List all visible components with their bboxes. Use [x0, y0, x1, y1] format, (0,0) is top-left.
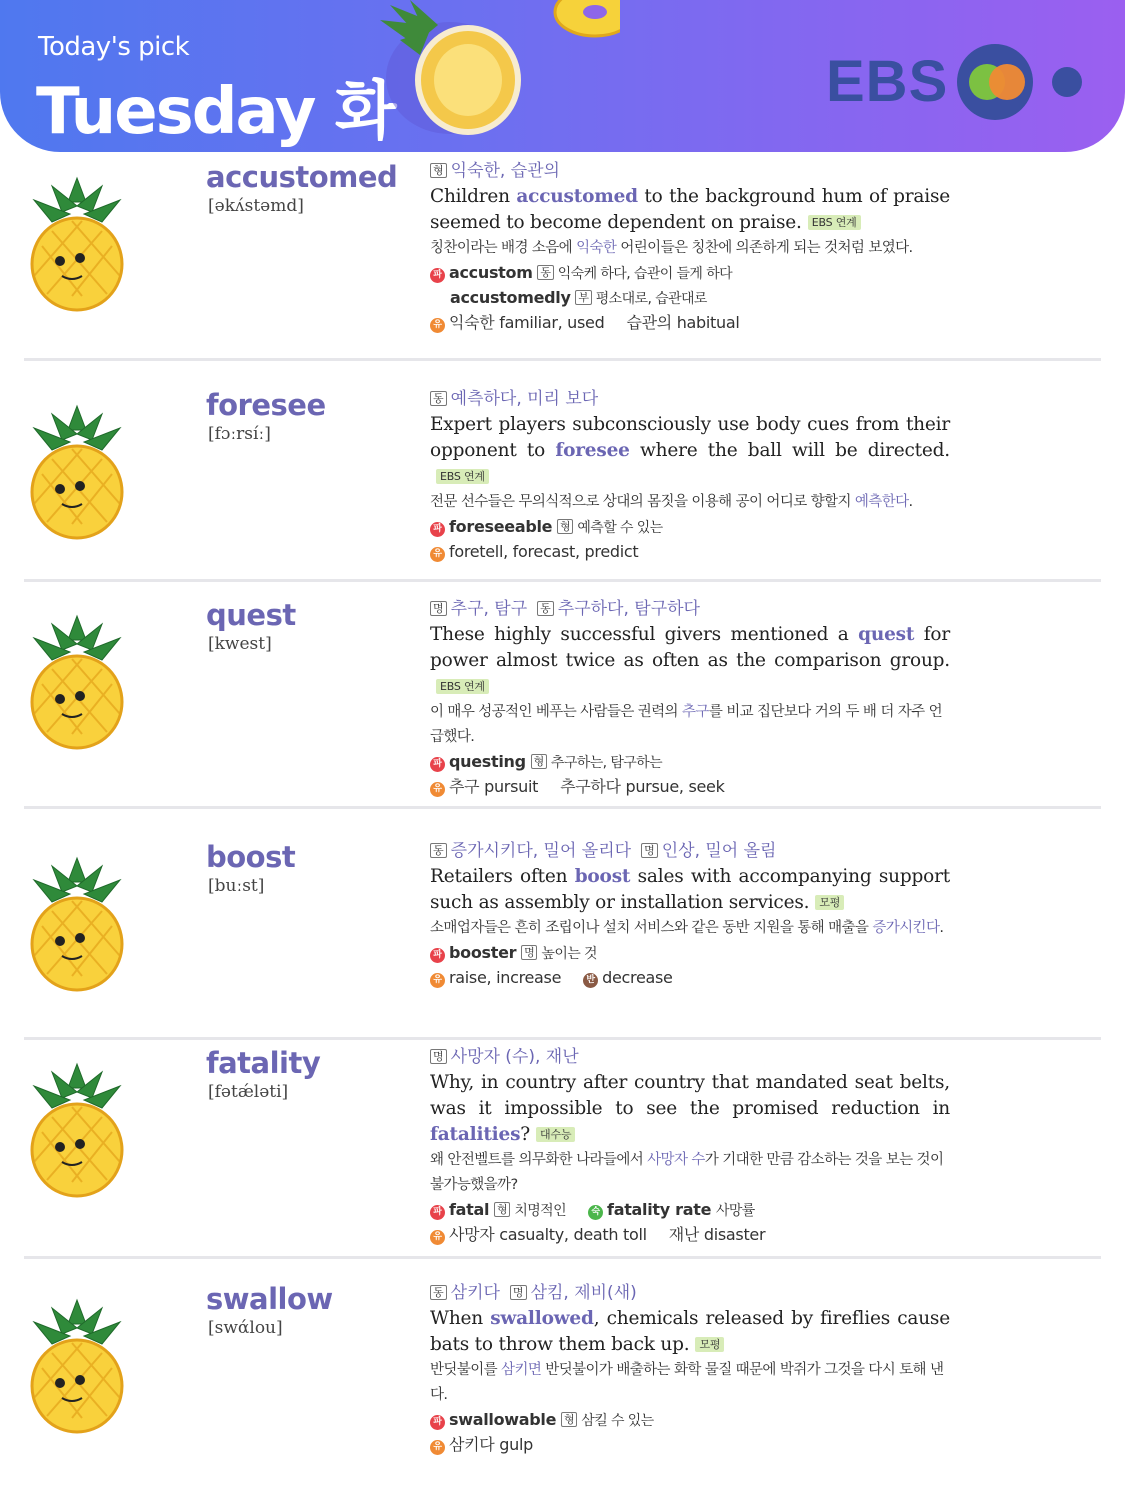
translation-part: 어린이들은 칭찬에 의존하게 되는 것처럼 보였다. — [616, 240, 913, 256]
header-title: Tuesday 화 — [36, 75, 395, 149]
derivative-row — [430, 750, 950, 775]
pineapple-mascot — [22, 614, 132, 758]
derivative-word: fatal — [449, 1200, 490, 1219]
synonym-badge-icon: 유 — [430, 782, 445, 797]
antonym-text: decrease — [602, 968, 673, 987]
sentence-keyword: fatalities — [430, 1124, 521, 1145]
translation-part: 소매업자들은 흔히 조립이나 설치 서비스와 같은 동반 지원을 통해 매출을 — [430, 920, 873, 936]
derivative-word: booster — [449, 943, 517, 962]
entry-content — [430, 1280, 950, 1457]
derivative-badge-icon: 파 — [430, 1205, 445, 1220]
part-of-speech-tag: 명 — [430, 601, 447, 616]
meaning-line — [430, 386, 950, 412]
synonym-badge-icon: 유 — [430, 1440, 445, 1455]
synonym-badge-icon: 유 — [430, 547, 445, 562]
part-of-speech-tag: 명 — [510, 1285, 527, 1300]
meaning-text: 추구, 탐구 — [450, 599, 528, 619]
derivative-badge-icon: 파 — [430, 522, 445, 537]
translation — [430, 236, 950, 261]
source-tag: EBS 연계 — [808, 215, 861, 230]
entry-content — [430, 838, 950, 990]
idiom-word: fatality rate — [607, 1200, 712, 1219]
translation-part: 반딧불이가 배출하는 화학 물질 때문에 박쥐가 그것을 다시 토해 낸다. — [430, 1362, 944, 1403]
pronunciation: [fɔːrsíː] — [208, 424, 271, 444]
example-sentence — [430, 184, 950, 236]
derivative-meaning: 높이는 것 — [541, 946, 597, 962]
entry-divider — [24, 579, 1101, 582]
idiom-meaning: 사망률 — [715, 1203, 755, 1219]
source-tag: EBS 연계 — [436, 679, 489, 694]
pineapple-mascot-icon — [22, 1298, 132, 1438]
meaning-text: 사망자 (수), 재난 — [450, 1047, 579, 1067]
meaning-line — [430, 158, 950, 184]
synonym-text: 재난 disaster — [668, 1225, 766, 1244]
derivative-badge-icon: 파 — [430, 268, 445, 283]
pineapple-mascot — [22, 176, 132, 320]
translation-part: . — [939, 920, 944, 936]
sentence-keyword: quest — [858, 624, 915, 645]
headword: foresee — [206, 388, 326, 422]
pineapple-mascot-icon — [22, 614, 132, 754]
derivative-row — [430, 941, 950, 966]
meaning-text: 인상, 밀어 올림 — [661, 841, 777, 861]
pronunciation: [buːst] — [208, 876, 265, 896]
part-of-speech-tag: 명 — [430, 1049, 447, 1064]
translation — [430, 916, 950, 941]
example-sentence — [430, 622, 950, 700]
derivative-meaning: 추구하는, 탐구하는 — [550, 755, 663, 771]
derivative-meaning: 평소대로, 습관대로 — [595, 291, 707, 307]
synonym-badge-icon: 유 — [430, 973, 445, 988]
translation — [430, 1358, 950, 1408]
meaning-line — [430, 1044, 950, 1070]
pronunciation: [kwest] — [208, 634, 272, 654]
entry-divider — [24, 806, 1101, 809]
translation-part: 가 기대한 만큼 감소하는 것을 보는 것이 불가능했을까? — [430, 1152, 944, 1193]
meaning-text: 추구하다, 탐구하다 — [557, 599, 700, 619]
header-banner — [0, 0, 1125, 152]
part-of-speech-tag: 형 — [430, 163, 447, 178]
derivative-meaning: 치명적인 — [514, 1203, 567, 1219]
entry-divider — [24, 1037, 1101, 1040]
translation-keyword: 익숙한 — [576, 240, 617, 256]
part-of-speech-tag: 형 — [531, 754, 547, 769]
antonym-badge-icon: 반 — [583, 973, 598, 988]
pineapple-mascot — [22, 856, 132, 1000]
meaning-text: 삼키다 — [450, 1283, 500, 1303]
translation-part: 를 비교 집단보다 거의 두 배 더 자주 언급했다. — [430, 704, 942, 745]
sentence-part: Expert players subconsciously use body cues from their opponent to — [430, 414, 950, 461]
source-tag: EBS 연계 — [436, 469, 489, 484]
synonym-text: 익숙한 familiar, used — [449, 313, 605, 332]
synonym-badge-icon: 유 — [430, 318, 445, 333]
part-of-speech-tag: 명 — [641, 843, 658, 858]
translation — [430, 1148, 950, 1198]
synonym-text: foretell, forecast, predict — [449, 542, 639, 561]
sentence-keyword: foresee — [555, 440, 630, 461]
headword: swallow — [206, 1282, 333, 1316]
part-of-speech-tag: 동 — [537, 265, 553, 280]
derivative-meaning: 예측할 수 있는 — [577, 520, 663, 536]
translation — [430, 700, 950, 750]
sentence-part: When — [430, 1308, 491, 1329]
translation — [430, 490, 950, 515]
meaning-text: 증가시키다, 밀어 올리다 — [450, 841, 632, 861]
derivative-row — [430, 261, 950, 286]
synonym-text: raise, increase — [449, 968, 562, 987]
sentence-part: These highly successful givers mentioned a — [430, 624, 859, 645]
translation-keyword: 증가시킨다 — [872, 920, 940, 936]
headword: boost — [206, 840, 296, 874]
synonym-row — [430, 540, 950, 564]
example-sentence — [430, 864, 950, 916]
sentence-part: for power almost twice as often as the comparison group. — [430, 624, 950, 671]
meaning-text: 예측하다, 미리 보다 — [450, 389, 599, 409]
derivative-word: swallowable — [449, 1410, 557, 1429]
sentence-part: ? — [520, 1124, 531, 1145]
headword: accustomed — [206, 160, 398, 194]
translation-part: . — [908, 494, 913, 510]
part-of-speech-tag: 부 — [575, 290, 591, 305]
source-tag: 대수능 — [536, 1127, 575, 1142]
synonym-text: 사망자 casualty, death toll — [449, 1225, 647, 1244]
part-of-speech-tag: 형 — [561, 1412, 577, 1427]
sentence-keyword: accustomed — [516, 186, 638, 207]
translation-keyword: 삼키면 — [501, 1362, 542, 1378]
part-of-speech-tag: 동 — [430, 1285, 447, 1300]
sentence-part: Why, in country after country that mandated seat belts, was it impossible to see the promised reduction in — [430, 1072, 950, 1119]
idiom-badge-icon: 숙 — [588, 1205, 603, 1220]
pineapple-mascot-icon — [22, 856, 132, 996]
entry-divider — [24, 358, 1101, 361]
sentence-part: , chemicals released by fireflies cause bats to throw them back up. — [430, 1308, 950, 1355]
pineapple-mascot — [22, 1298, 132, 1442]
translation-part: 전문 선수들은 무의식적으로 상대의 몸짓을 이용해 공이 어디로 향할지 — [430, 494, 855, 510]
entry-content — [430, 386, 950, 564]
translation-part: 이 매우 성공적인 베푸는 사람들은 권력의 — [430, 704, 682, 720]
synonym-text: 삼키다 gulp — [449, 1435, 533, 1454]
translation-part: 반딧불이를 — [430, 1362, 502, 1378]
part-of-speech-tag: 명 — [521, 945, 537, 960]
source-tag: 모평 — [695, 1337, 724, 1352]
part-of-speech-tag: 형 — [557, 519, 573, 534]
synonym-text: 습관의 habitual — [626, 313, 740, 332]
pineapple-mascot-icon — [22, 1062, 132, 1202]
sentence-part: where the ball will be directed. — [629, 440, 950, 461]
derivative-word: foreseeable — [449, 517, 553, 536]
synonym-row — [430, 775, 950, 799]
example-sentence — [430, 1306, 950, 1358]
derivative-badge-icon: 파 — [430, 1415, 445, 1430]
synonym-row — [430, 1223, 950, 1247]
translation-part: 칭찬이라는 배경 소음에 — [430, 240, 577, 256]
pineapple-mascot-icon — [22, 176, 132, 316]
ebs-logo-text: EBS — [826, 49, 949, 114]
pronunciation: [swάlou] — [208, 1318, 283, 1338]
headword: fatality — [206, 1046, 321, 1080]
derivative-word: accustomedly — [450, 288, 571, 307]
derivative-row — [430, 286, 950, 311]
pineapple-mascot — [22, 1062, 132, 1206]
synonym-text: 추구 pursuit — [449, 777, 539, 796]
derivative-badge-icon: 파 — [430, 757, 445, 772]
synonym-text: 추구하다 pursue, seek — [560, 777, 725, 796]
derivative-row — [430, 1408, 950, 1433]
entry-content — [430, 596, 950, 799]
derivative-meaning: 삼킬 수 있는 — [581, 1413, 654, 1429]
meaning-line — [430, 838, 950, 864]
translation-keyword: 예측한다 — [854, 494, 909, 510]
example-sentence — [430, 412, 950, 490]
translation-keyword: 추구 — [681, 704, 709, 720]
derivative-row — [430, 515, 950, 540]
meaning-text: 삼킴, 제비(새) — [530, 1283, 637, 1303]
derivative-word: accustom — [449, 263, 533, 282]
pronunciation: [əkʌ́stəmd] — [208, 196, 304, 216]
synonym-row — [430, 966, 950, 990]
meaning-line — [430, 1280, 950, 1306]
entry-content — [430, 158, 950, 335]
ebs-logo-icon — [955, 42, 1085, 122]
pineapple-mascot-icon — [22, 404, 132, 544]
sentence-part: to the background hum of praise seemed to become dependent on praise. — [430, 186, 950, 233]
derivative-row — [430, 1198, 950, 1223]
headword: quest — [206, 598, 296, 632]
sentence-part: Retailers often — [430, 866, 575, 887]
sentence-part: sales with accompanying support such as assembly or installation services. — [430, 866, 950, 913]
sentence-keyword: swallowed — [490, 1308, 594, 1329]
pineapple-mascot — [22, 404, 132, 548]
derivative-meaning: 익숙케 하다, 습관이 들게 하다 — [557, 266, 733, 282]
sentence-keyword: boost — [574, 866, 631, 887]
entry-content — [430, 1044, 950, 1247]
pronunciation: [fətǽləti] — [208, 1082, 289, 1102]
part-of-speech-tag: 동 — [430, 391, 447, 406]
derivative-word: questing — [449, 752, 526, 771]
part-of-speech-tag: 동 — [430, 843, 447, 858]
meaning-text: 익숙한, 습관의 — [450, 161, 560, 181]
synonym-row — [430, 1433, 950, 1457]
part-of-speech-tag: 동 — [537, 601, 554, 616]
header-subtitle: Today's pick — [38, 32, 190, 62]
part-of-speech-tag: 형 — [494, 1202, 510, 1217]
source-tag: 모평 — [815, 895, 844, 910]
derivative-badge-icon: 파 — [430, 948, 445, 963]
entry-divider — [24, 1256, 1101, 1259]
example-sentence — [430, 1070, 950, 1148]
meaning-line — [430, 596, 950, 622]
sentence-part: Children — [430, 186, 517, 207]
translation-keyword: 사망자 수 — [647, 1152, 705, 1168]
synonym-badge-icon: 유 — [430, 1230, 445, 1245]
synonym-row — [430, 311, 950, 335]
translation-part: 왜 안전벨트를 의무화한 나라들에서 — [430, 1152, 648, 1168]
pineapple-slice-illustration — [360, 0, 620, 152]
